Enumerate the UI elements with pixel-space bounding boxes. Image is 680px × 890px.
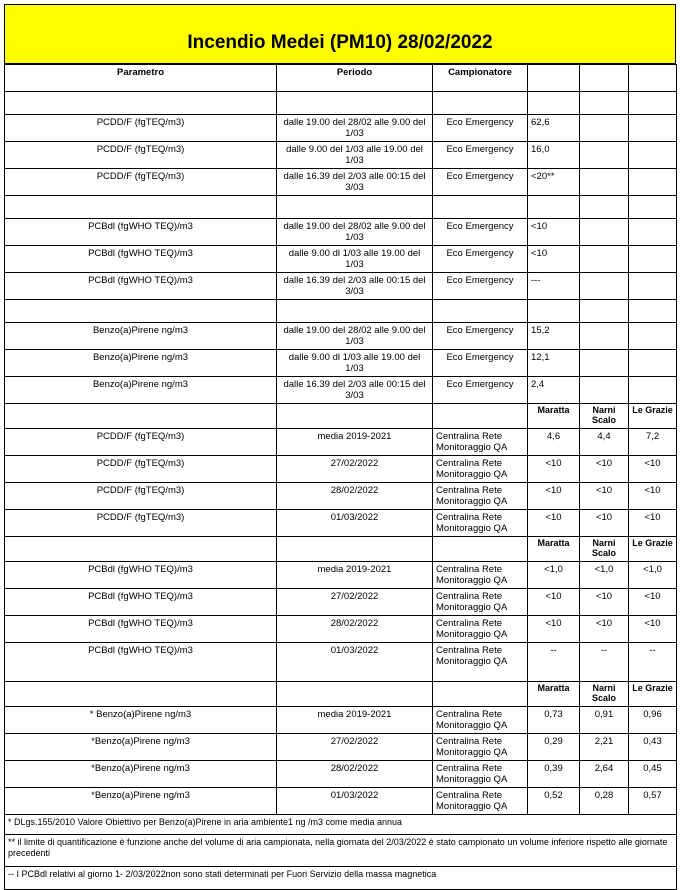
parametro-cell: Benzo(a)Pirene ng/m3 (5, 323, 277, 350)
maratta-value: <10 (528, 483, 580, 510)
table-row (5, 219, 677, 246)
parametro-cell: PCDD/F (fgTEQ/m3) (5, 510, 277, 537)
value-cell: 2,4 (528, 377, 580, 404)
campionatore-cell: Centralina Rete Monitoraggio QA (433, 589, 528, 616)
periodo-cell: dalle 9.00 dl 1/03 alle 19.00 del 1/03 (277, 350, 433, 377)
narni-scalo-value: 2,64 (580, 761, 629, 788)
periodo-cell: media 2019-2021 (277, 707, 433, 734)
periodo-cell: 28/02/2022 (277, 483, 433, 510)
data-table (4, 64, 677, 890)
narni-scalo-value: <10 (580, 589, 629, 616)
le-grazie-value: <10 (629, 616, 677, 643)
station-maratta: Maratta (528, 537, 580, 562)
empty-cell (629, 169, 677, 196)
parametro-cell: PCDD/F (fgTEQ/m3) (5, 142, 277, 169)
narni-scalo-value: <1,0 (580, 562, 629, 589)
narni-scalo-value: <10 (580, 483, 629, 510)
periodo-cell: 28/02/2022 (277, 761, 433, 788)
narni-scalo-value: -- (580, 643, 629, 682)
le-grazie-value: <10 (629, 483, 677, 510)
campionatore-cell: Eco Emergency (433, 273, 528, 300)
narni-scalo-value: <10 (580, 510, 629, 537)
empty-cell (277, 196, 433, 219)
footnote: * DLgs.155/2010 Valore Obiettivo per Benzo(a)Pirene in aria ambiente1 ng /m3 come media annua (5, 815, 677, 835)
station-header-row (5, 404, 677, 429)
maratta-value: 4,6 (528, 429, 580, 456)
station-narni-scalo: Narni Scalo (580, 537, 629, 562)
campionatore-cell: Centralina Rete Monitoraggio QA (433, 734, 528, 761)
parametro-cell: PCBdl (fgWHO TEQ)/m3 (5, 589, 277, 616)
periodo-cell: 27/02/2022 (277, 589, 433, 616)
table-row (5, 562, 677, 589)
empty-cell (5, 196, 277, 219)
parametro-cell: PCBdl (fgWHO TEQ)/m3 (5, 219, 277, 246)
value-cell: <10 (528, 219, 580, 246)
empty-cell (580, 142, 629, 169)
parametro-cell: PCDD/F (fgTEQ/m3) (5, 456, 277, 483)
table-row (5, 169, 677, 196)
empty-cell (629, 196, 677, 219)
empty-cell (277, 300, 433, 323)
parametro-cell: *Benzo(a)Pirene ng/m3 (5, 761, 277, 788)
periodo-cell: 27/02/2022 (277, 456, 433, 483)
footnote: ** il limite di quantificazione è funzione anche del volume di aria campionata, nella giornata del 2/03/2022 è stato campionato un volume inferiore rispetto alle giornate precedenti (5, 835, 677, 867)
parametro-cell: PCBdl (fgWHO TEQ)/m3 (5, 246, 277, 273)
maratta-value: 0,39 (528, 761, 580, 788)
report-sheet (4, 4, 676, 890)
header-parametro: Parametro (5, 65, 277, 92)
table-row (5, 246, 677, 273)
header-empty (629, 65, 677, 92)
station-maratta: Maratta (528, 404, 580, 429)
empty-cell (5, 404, 277, 429)
campionatore-cell: Centralina Rete Monitoraggio QA (433, 562, 528, 589)
parametro-cell: PCBdl (fgWHO TEQ)/m3 (5, 643, 277, 682)
campionatore-cell: Centralina Rete Monitoraggio QA (433, 788, 528, 815)
periodo-cell: 01/03/2022 (277, 643, 433, 682)
le-grazie-value: <1,0 (629, 562, 677, 589)
empty-cell (5, 537, 277, 562)
empty-cell (433, 300, 528, 323)
empty-cell (580, 169, 629, 196)
table-row (5, 643, 677, 682)
table-row (5, 734, 677, 761)
empty-cell (629, 92, 677, 115)
value-cell: <10 (528, 246, 580, 273)
footnote: -- I PCBdl relativi al giorno 1- 2/03/2022non sono stati determinati per Fuori Servizio della massa magnetica (5, 867, 677, 890)
periodo-cell: dalle 16.39 del 2/03 alle 00:15 del 3/03 (277, 169, 433, 196)
table-row (5, 788, 677, 815)
blank-row (5, 196, 677, 219)
table-row (5, 616, 677, 643)
empty-cell (580, 300, 629, 323)
table-row (5, 589, 677, 616)
empty-cell (629, 246, 677, 273)
empty-cell (629, 219, 677, 246)
table-row (5, 707, 677, 734)
station-narni-scalo: Narni Scalo (580, 404, 629, 429)
table-row (5, 761, 677, 788)
narni-scalo-value: <10 (580, 616, 629, 643)
periodo-cell: dalle 9.00 dl 1/03 alle 19.00 del 1/03 (277, 246, 433, 273)
station-header-row (5, 537, 677, 562)
campionatore-cell: Centralina Rete Monitoraggio QA (433, 510, 528, 537)
table-row (5, 483, 677, 510)
le-grazie-value: 0,45 (629, 761, 677, 788)
table-row (5, 377, 677, 404)
campionatore-cell: Eco Emergency (433, 350, 528, 377)
report-title: Incendio Medei (PM10) 28/02/2022 (4, 4, 676, 64)
maratta-value: <10 (528, 589, 580, 616)
table-row (5, 273, 677, 300)
blank-row (5, 92, 677, 115)
empty-cell (629, 115, 677, 142)
maratta-value: 0,52 (528, 788, 580, 815)
maratta-value: <10 (528, 510, 580, 537)
empty-cell (629, 142, 677, 169)
empty-cell (629, 350, 677, 377)
empty-cell (629, 323, 677, 350)
header-campionatore: Campionatore (433, 65, 528, 92)
periodo-cell: dalle 19.00 del 28/02 alle 9.00 del 1/03 (277, 323, 433, 350)
table-row (5, 456, 677, 483)
header-empty (528, 65, 580, 92)
table-row (5, 510, 677, 537)
narni-scalo-value: <10 (580, 456, 629, 483)
empty-cell (433, 196, 528, 219)
le-grazie-value: -- (629, 643, 677, 682)
campionatore-cell: Centralina Rete Monitoraggio QA (433, 761, 528, 788)
empty-cell (580, 350, 629, 377)
narni-scalo-value: 4,4 (580, 429, 629, 456)
station-maratta: Maratta (528, 682, 580, 707)
station-narni-scalo: Narni Scalo (580, 682, 629, 707)
table-row (5, 323, 677, 350)
empty-cell (580, 377, 629, 404)
station-header-row (5, 682, 677, 707)
value-cell: 12,1 (528, 350, 580, 377)
narni-scalo-value: 0,28 (580, 788, 629, 815)
periodo-cell: dalle 9.00 del 1/03 alle 19.00 del 1/03 (277, 142, 433, 169)
campionatore-cell: Eco Emergency (433, 377, 528, 404)
empty-cell (5, 682, 277, 707)
header-periodo: Periodo (277, 65, 433, 92)
footnote-row (5, 815, 677, 835)
parametro-cell: Benzo(a)Pirene ng/m3 (5, 377, 277, 404)
le-grazie-value: 0,43 (629, 734, 677, 761)
empty-cell (433, 682, 528, 707)
value-cell: 62,6 (528, 115, 580, 142)
empty-cell (580, 92, 629, 115)
periodo-cell: dalle 16.39 del 2/03 alle 00:15 del 3/03 (277, 273, 433, 300)
periodo-cell: 01/03/2022 (277, 510, 433, 537)
campionatore-cell: Eco Emergency (433, 115, 528, 142)
le-grazie-value: <10 (629, 510, 677, 537)
value-cell: --- (528, 273, 580, 300)
campionatore-cell: Centralina Rete Monitoraggio QA (433, 456, 528, 483)
blank-row (5, 300, 677, 323)
parametro-cell: *Benzo(a)Pirene ng/m3 (5, 788, 277, 815)
empty-cell (433, 404, 528, 429)
le-grazie-value: <10 (629, 589, 677, 616)
table-row (5, 142, 677, 169)
value-cell: 15,2 (528, 323, 580, 350)
le-grazie-value: 0,57 (629, 788, 677, 815)
periodo-cell: dalle 19.00 del 28/02 alle 9.00 del 1/03 (277, 115, 433, 142)
empty-cell (433, 537, 528, 562)
table-row (5, 429, 677, 456)
periodo-cell: dalle 16.39 del 2/03 alle 00:15 del 3/03 (277, 377, 433, 404)
empty-cell (580, 115, 629, 142)
le-grazie-value: 7,2 (629, 429, 677, 456)
campionatore-cell: Eco Emergency (433, 169, 528, 196)
parametro-cell: *Benzo(a)Pirene ng/m3 (5, 734, 277, 761)
table-row (5, 115, 677, 142)
header-empty (580, 65, 629, 92)
maratta-value: <1,0 (528, 562, 580, 589)
footnote-row (5, 867, 677, 890)
value-cell: 16,0 (528, 142, 580, 169)
campionatore-cell: Centralina Rete Monitoraggio QA (433, 707, 528, 734)
parametro-cell: PCDD/F (fgTEQ/m3) (5, 429, 277, 456)
empty-cell (580, 196, 629, 219)
empty-cell (528, 196, 580, 219)
narni-scalo-value: 2,21 (580, 734, 629, 761)
periodo-cell: media 2019-2021 (277, 562, 433, 589)
parametro-cell: PCBdl (fgWHO TEQ)/m3 (5, 616, 277, 643)
empty-cell (580, 246, 629, 273)
empty-cell (433, 92, 528, 115)
empty-cell (629, 377, 677, 404)
narni-scalo-value: 0,91 (580, 707, 629, 734)
empty-cell (5, 92, 277, 115)
maratta-value: -- (528, 643, 580, 682)
le-grazie-value: <10 (629, 456, 677, 483)
footnote-row (5, 835, 677, 867)
campionatore-cell: Centralina Rete Monitoraggio QA (433, 616, 528, 643)
parametro-cell: PCDD/F (fgTEQ/m3) (5, 115, 277, 142)
parametro-cell: PCDD/F (fgTEQ/m3) (5, 169, 277, 196)
station-le-grazie: Le Grazie (629, 537, 677, 562)
campionatore-cell: Centralina Rete Monitoraggio QA (433, 429, 528, 456)
empty-cell (629, 300, 677, 323)
empty-cell (277, 404, 433, 429)
parametro-cell: * Benzo(a)Pirene ng/m3 (5, 707, 277, 734)
periodo-cell: 01/03/2022 (277, 788, 433, 815)
parametro-cell: PCBdl (fgWHO TEQ)/m3 (5, 562, 277, 589)
empty-cell (629, 273, 677, 300)
campionatore-cell: Eco Emergency (433, 219, 528, 246)
parametro-cell: PCBdl (fgWHO TEQ)/m3 (5, 273, 277, 300)
parametro-cell: Benzo(a)Pirene ng/m3 (5, 350, 277, 377)
empty-cell (5, 300, 277, 323)
empty-cell (580, 219, 629, 246)
empty-cell (528, 300, 580, 323)
parametro-cell: PCDD/F (fgTEQ/m3) (5, 483, 277, 510)
header-row (5, 65, 677, 92)
station-le-grazie: Le Grazie (629, 682, 677, 707)
value-cell: <20** (528, 169, 580, 196)
periodo-cell: media 2019-2021 (277, 429, 433, 456)
empty-cell (580, 273, 629, 300)
campionatore-cell: Eco Emergency (433, 323, 528, 350)
maratta-value: <10 (528, 616, 580, 643)
maratta-value: <10 (528, 456, 580, 483)
empty-cell (277, 92, 433, 115)
periodo-cell: 27/02/2022 (277, 734, 433, 761)
campionatore-cell: Centralina Rete Monitoraggio QA (433, 643, 528, 682)
empty-cell (277, 537, 433, 562)
campionatore-cell: Eco Emergency (433, 246, 528, 273)
maratta-value: 0,73 (528, 707, 580, 734)
station-le-grazie: Le Grazie (629, 404, 677, 429)
empty-cell (528, 92, 580, 115)
campionatore-cell: Centralina Rete Monitoraggio QA (433, 483, 528, 510)
table-row (5, 350, 677, 377)
campionatore-cell: Eco Emergency (433, 142, 528, 169)
maratta-value: 0,29 (528, 734, 580, 761)
periodo-cell: 28/02/2022 (277, 616, 433, 643)
le-grazie-value: 0,96 (629, 707, 677, 734)
periodo-cell: dalle 19.00 del 28/02 alle 9.00 del 1/03 (277, 219, 433, 246)
empty-cell (580, 323, 629, 350)
empty-cell (277, 682, 433, 707)
